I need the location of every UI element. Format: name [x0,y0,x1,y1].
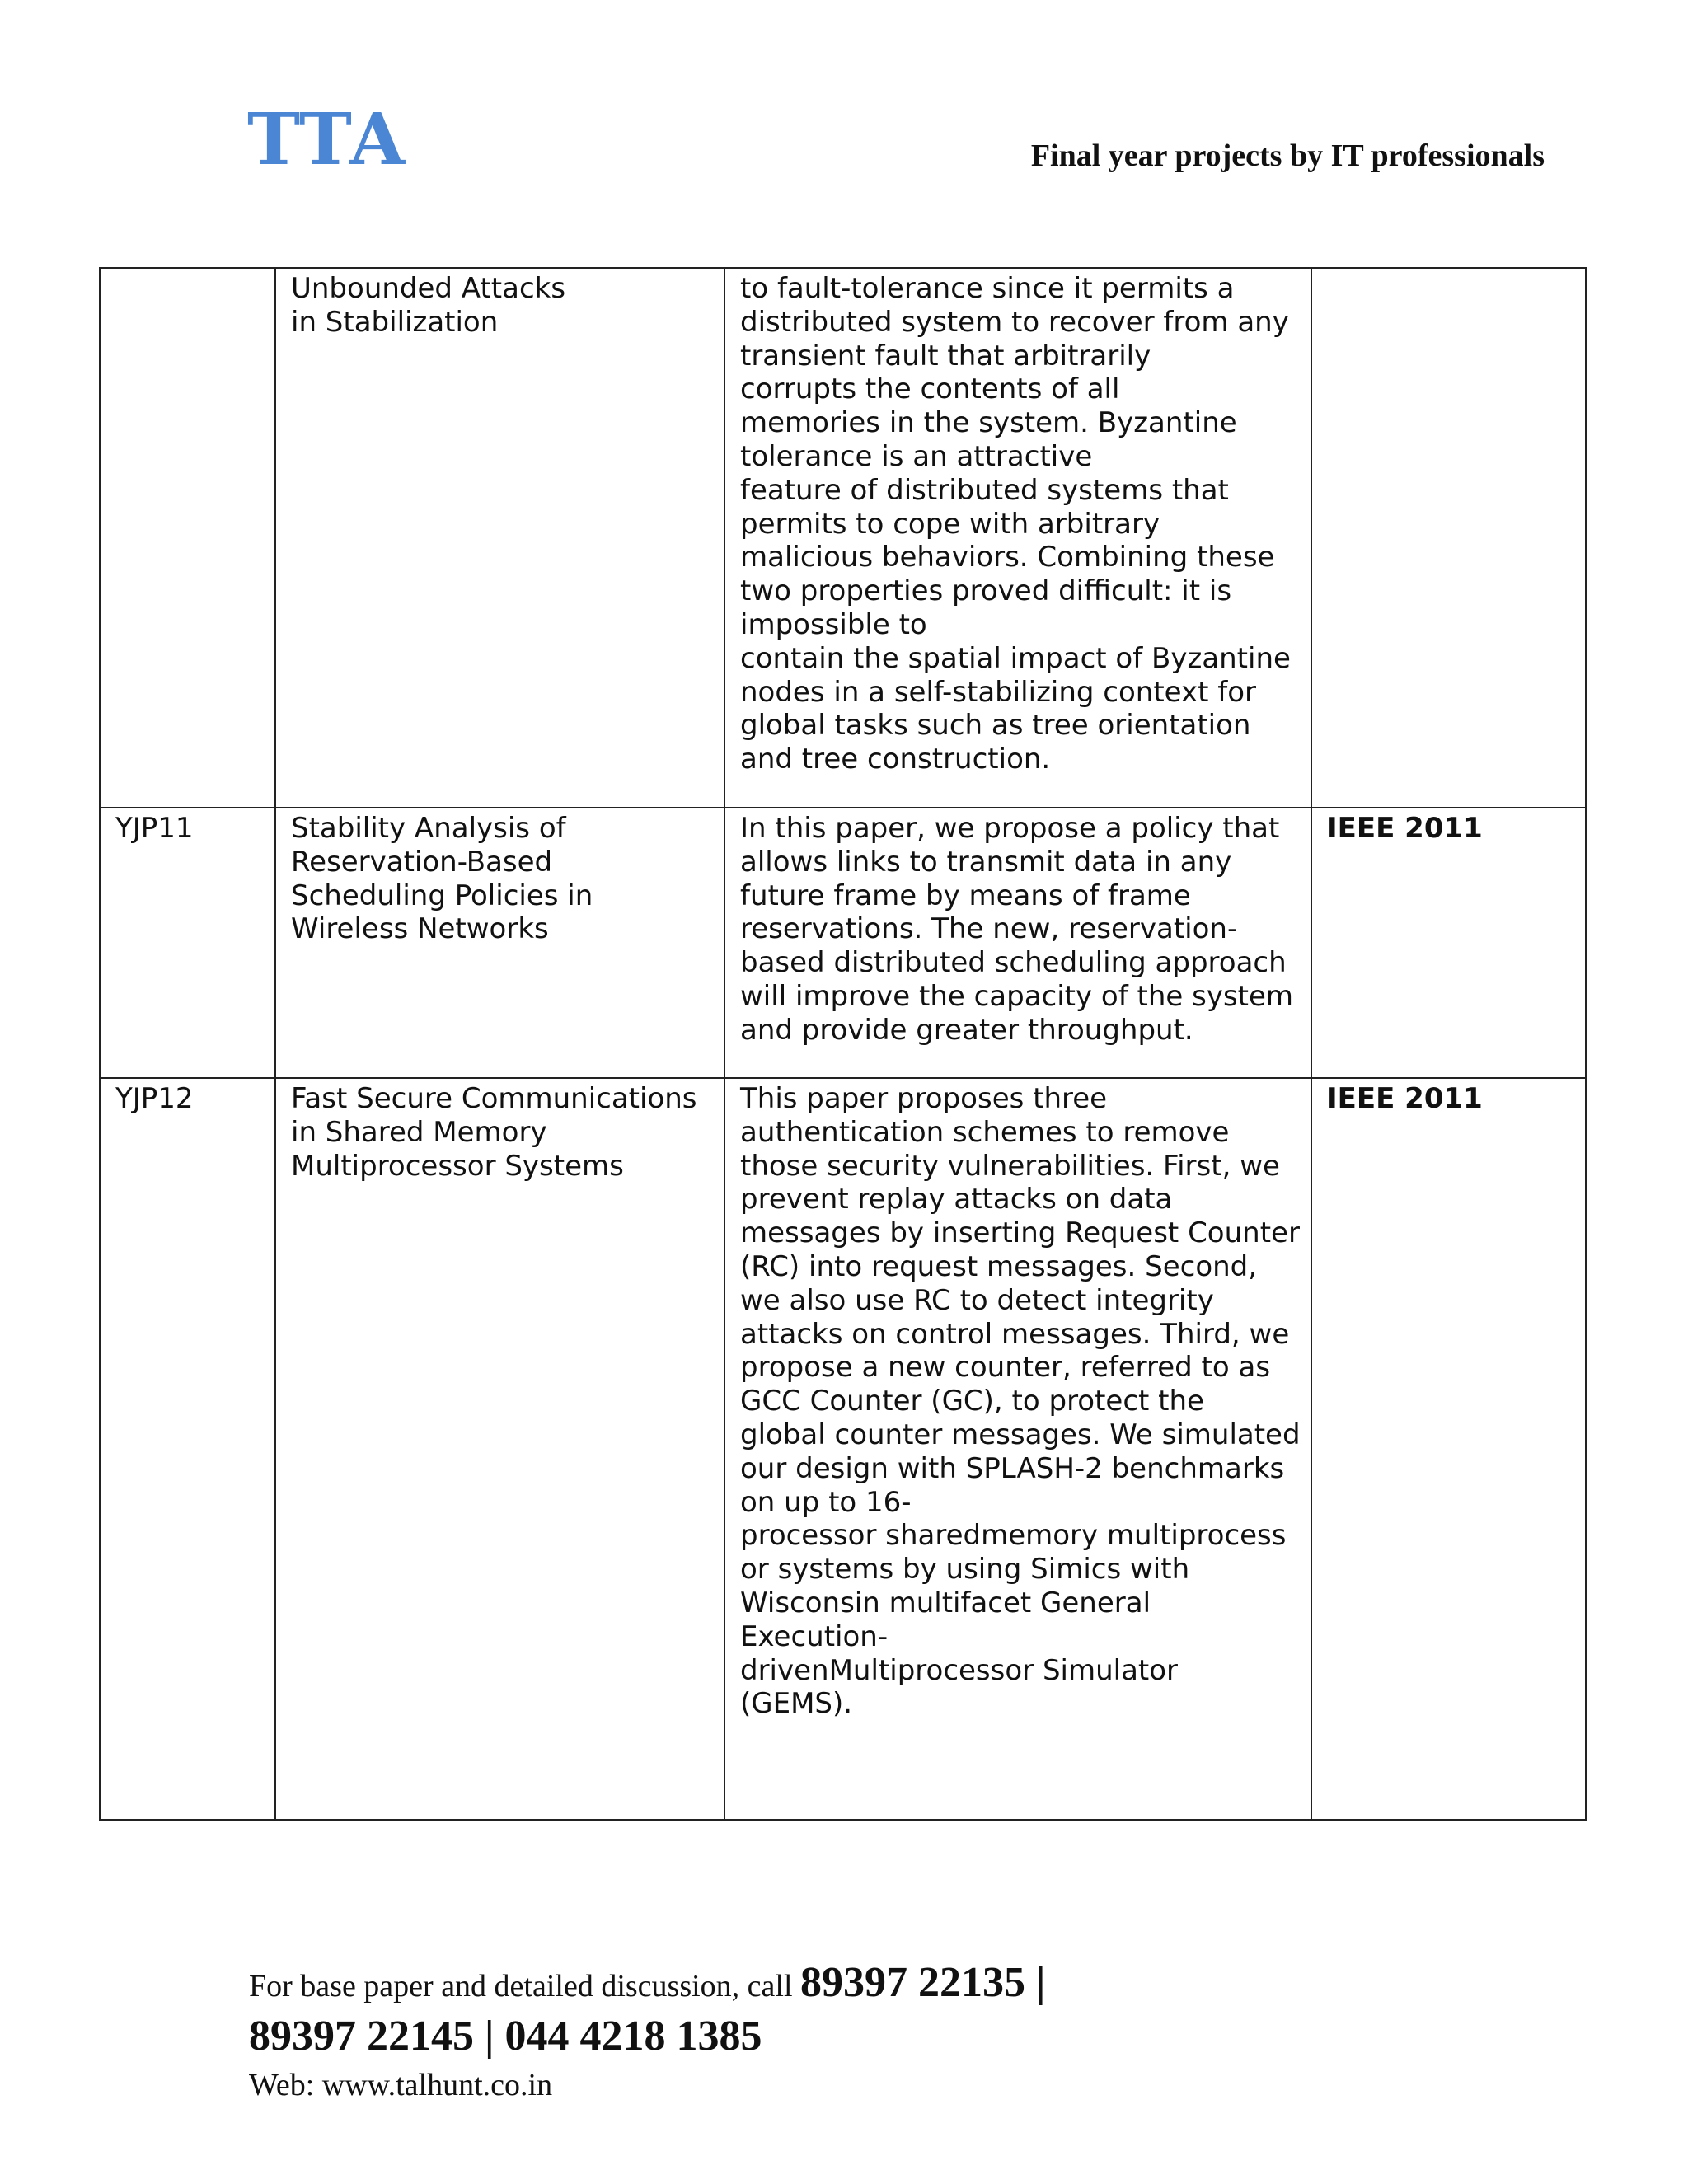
abstract-line: those security vulnerabilities. First, we [740,1149,1280,1183]
abstract-line: two properties proved difficult: it is [740,574,1232,608]
footer-web-link: Web: www.talhunt.co.in [249,2068,553,2102]
abstract-line: This paper proposes three [740,1082,1108,1115]
abstract-line: distributed system to recover from any [740,305,1289,339]
abstract-line: authentication schemes to remove [740,1115,1230,1149]
abstract-line: impossible to [740,607,927,641]
abstract-line: to fault-tolerance since it permits a [740,272,1235,305]
title-line: Fast Secure Communications [291,1082,697,1115]
title-line: Wireless Networks [291,912,549,946]
abstract-line: our design with SPLASH-2 benchmarks [740,1451,1285,1485]
project-title-cell [275,808,724,1078]
title-line: Multiprocessor Systems [291,1149,624,1183]
abstract-line: based distributed scheduling approach [740,946,1287,980]
abstract-line: drivenMultiprocessor Simulator [740,1653,1179,1687]
title-line: Unbounded Attacks [291,272,566,305]
abstract-line: and tree construction. [740,743,1051,776]
table-row [100,1078,1586,1820]
abstract-line: contain the spatial impact of Byzantine [740,641,1291,675]
abstract-line: corrupts the contents of all [740,373,1120,406]
abstract-line: Execution- [740,1619,889,1653]
abstract-line: attacks on control messages. Third, we [740,1317,1290,1351]
abstract-line: propose a new counter, referred to as [740,1351,1271,1385]
table-row [100,808,1586,1078]
project-abstract-cell [724,1078,1311,1820]
title-line: in Shared Memory [291,1115,547,1149]
abstract-line: (RC) into request messages. Second, [740,1249,1258,1283]
project-title-cell [275,268,724,808]
table-row [100,268,1586,808]
abstract-line: global tasks such as tree orientation [740,709,1251,743]
abstract-line: global counter messages. We simulated [740,1418,1301,1451]
abstract-line: malicious behaviors. Combining these [740,541,1275,574]
abstract-line: (GEMS). [740,1687,853,1721]
project-id-cell: YJP12 [100,1078,275,1820]
abstract-line: on up to 16- [740,1485,912,1519]
abstract-line: nodes in a self-stabilizing context for [740,675,1257,709]
abstract-line: GCC Counter (GC), to protect the [740,1385,1204,1418]
abstract-line: transient fault that arbitrarily [740,339,1151,373]
title-line: Stability Analysis of [291,812,566,845]
abstract-line: processor sharedmemory multiprocess [740,1519,1287,1553]
header-tagline: Final year projects by IT professionals [1030,138,1545,173]
project-year-cell: IEEE 2011 [1311,1078,1586,1820]
projects-table [99,267,1587,1821]
footer-contact [249,1958,1045,2108]
abstract-line: memories in the system. Byzantine [740,406,1237,440]
abstract-line: messages by inserting Request Counter [740,1216,1300,1250]
title-line: in Stabilization [291,305,499,339]
abstract-line: In this paper, we propose a policy that [740,812,1280,845]
abstract-line: allows links to transmit data in any [740,845,1232,879]
abstract-line: and provide greater throughput. [740,1013,1193,1047]
footer-call-line [249,1958,1045,2011]
project-id-cell: YJP11 [100,808,275,1078]
tta-logo: TTA [247,98,406,181]
title-line: Reservation-Based [291,845,553,879]
abstract-line: will improve the capacity of the system [740,979,1294,1013]
abstract-line: future frame by means of frame [740,879,1191,912]
footer-call-text: For base paper and detailed discussion, call [249,1969,801,2004]
abstract-line: reservations. The new, reservation- [740,912,1238,946]
project-id-cell [100,268,275,808]
project-year-cell: IEEE 2011 [1311,808,1586,1078]
footer-phone-primary: 89397 22135 | [800,1959,1046,2006]
abstract-line: feature of distributed systems that [740,473,1229,507]
project-abstract-cell [724,268,1311,808]
abstract-line: tolerance is an attractive [740,439,1093,473]
abstract-line: Wisconsin multifacet General [740,1586,1151,1619]
title-line: Scheduling Policies in [291,879,593,912]
abstract-line: or systems by using Simics with [740,1553,1190,1586]
abstract-line: permits to cope with arbitrary [740,507,1160,541]
project-year-cell [1311,268,1586,808]
footer-phones-secondary: 89397 22145 | 044 4218 1385 [249,2013,762,2060]
abstract-line: prevent replay attacks on data [740,1183,1173,1216]
project-abstract-cell [724,808,1311,1078]
abstract-line: we also use RC to detect integrity [740,1283,1214,1317]
project-title-cell [275,1078,724,1820]
